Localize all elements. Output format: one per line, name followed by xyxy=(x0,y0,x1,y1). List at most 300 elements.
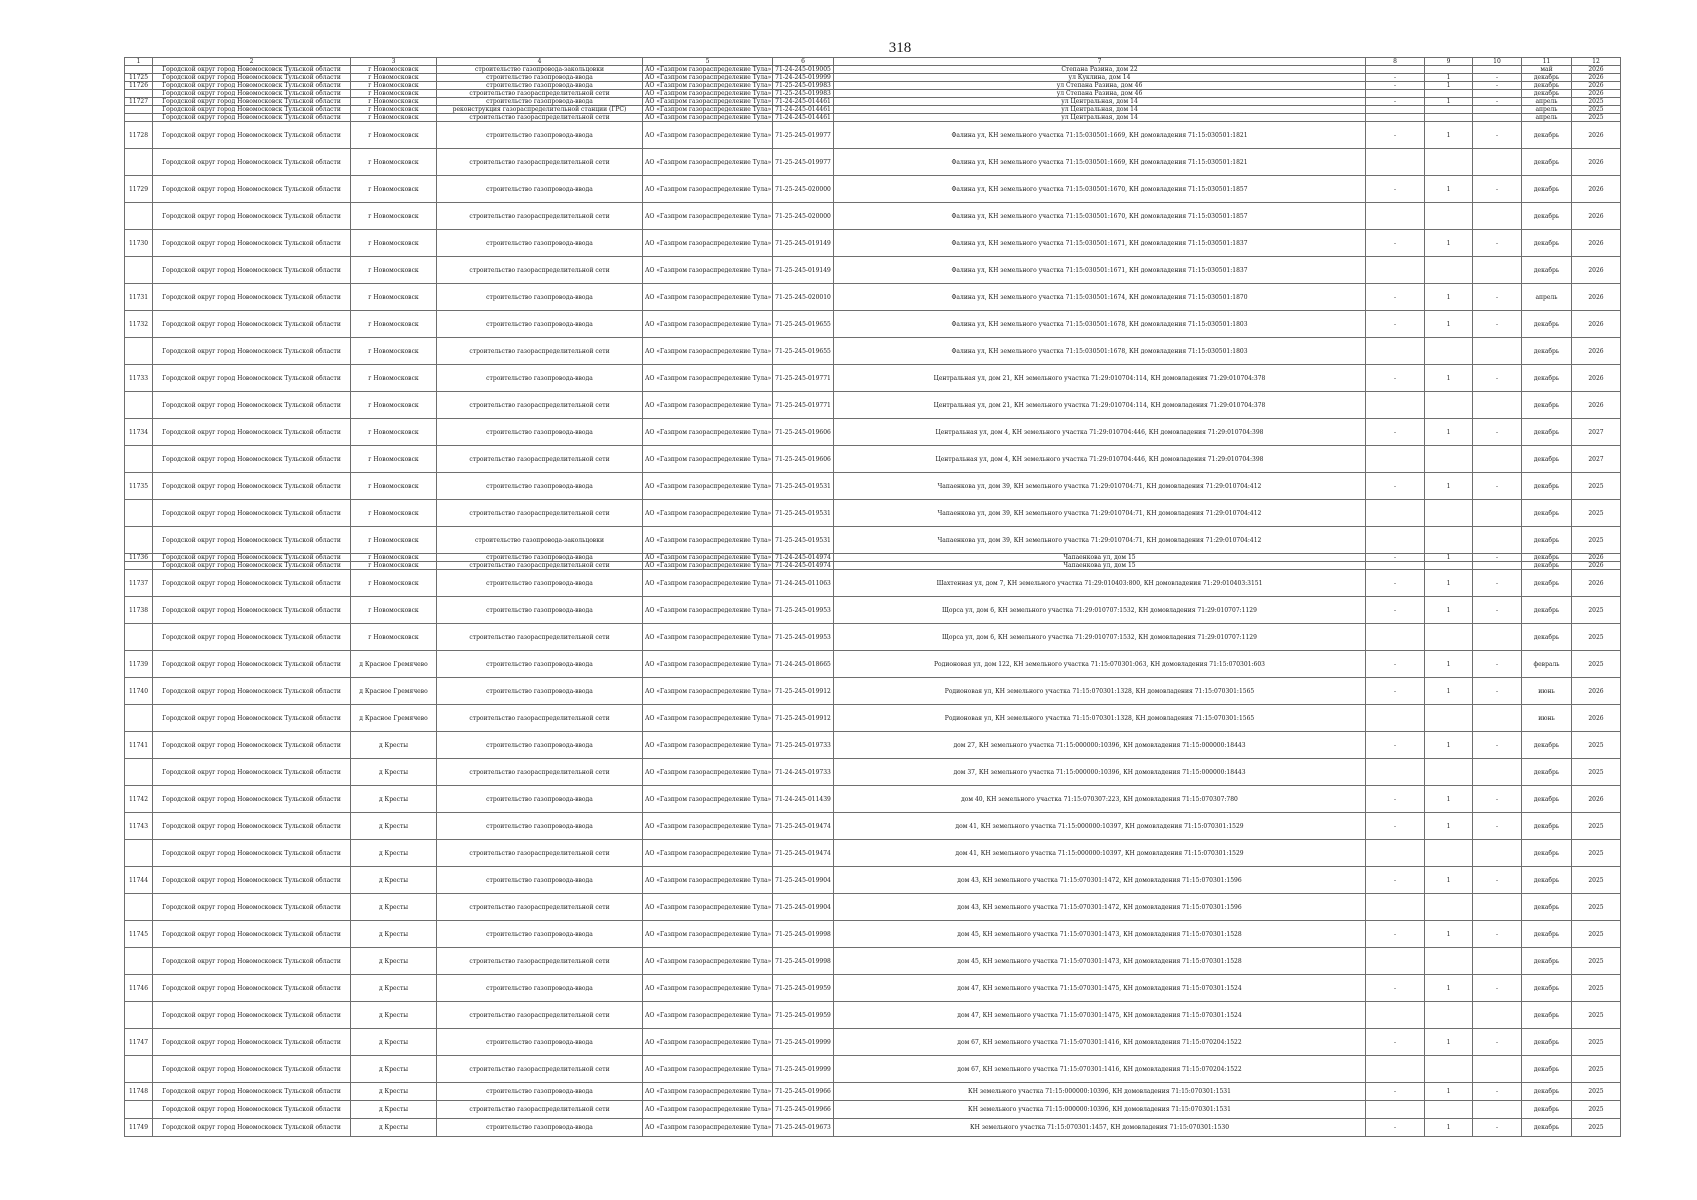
cell-month: декабрь xyxy=(1522,74,1572,82)
cell-row-number: 11726 xyxy=(125,82,153,90)
cell-col-9: 1 xyxy=(1425,732,1473,759)
table-body xyxy=(125,66,1621,1137)
cell-col-8 xyxy=(1366,705,1425,732)
cell-col-9: 1 xyxy=(1425,230,1473,257)
cell-col-10 xyxy=(1473,624,1522,651)
cell-address: Чапаенкова ул, дом 39, КН земельного участка 71:29:010704:71, КН домовладения 71:29:010704:412 xyxy=(834,500,1366,527)
cell-col-10 xyxy=(1473,90,1522,98)
cell-municipality: Городской округ город Новомосковск Тульской области xyxy=(153,338,351,365)
cell-locality: г Новомосковск xyxy=(351,500,437,527)
table-row xyxy=(125,365,1621,392)
cell-locality: д Кресты xyxy=(351,759,437,786)
cell-application-number: 71-24-245-014461 xyxy=(773,114,834,122)
cell-row-number: 11744 xyxy=(125,867,153,894)
table-row xyxy=(125,975,1621,1002)
cell-col-8: - xyxy=(1366,975,1425,1002)
cell-organization: АО «Газпром газораспределение Тула» xyxy=(643,570,773,597)
cell-address: ул Центральная, дом 14 xyxy=(834,98,1366,106)
cell-row-number xyxy=(125,203,153,230)
cell-organization: АО «Газпром газораспределение Тула» xyxy=(643,90,773,98)
table-row xyxy=(125,257,1621,284)
cell-col-8: - xyxy=(1366,1029,1425,1056)
cell-month: декабрь xyxy=(1522,562,1572,570)
table-row xyxy=(125,74,1621,82)
cell-col-8: - xyxy=(1366,230,1425,257)
cell-address: Чапаенкова ул, дом 15 xyxy=(834,562,1366,570)
cell-work-type: строительство газораспределительной сети xyxy=(437,149,643,176)
cell-municipality: Городской округ город Новомосковск Тульской области xyxy=(153,651,351,678)
cell-work-type: строительство газопровода-ввода xyxy=(437,365,643,392)
table-row xyxy=(125,562,1621,570)
cell-col-8: - xyxy=(1366,1119,1425,1137)
cell-work-type: строительство газопровода-закольцовки xyxy=(437,527,643,554)
cell-col-8: - xyxy=(1366,732,1425,759)
cell-year: 2026 xyxy=(1572,149,1621,176)
cell-work-type: строительство газораспределительной сети xyxy=(437,500,643,527)
cell-address: Щорса ул, дом 6, КН земельного участка 71:29:010707:1532, КН домовладения 71:29:010707:1129 xyxy=(834,597,1366,624)
cell-month: декабрь xyxy=(1522,840,1572,867)
cell-work-type: строительство газопровода-ввода xyxy=(437,786,643,813)
cell-row-number: 11727 xyxy=(125,98,153,106)
cell-col-9: 1 xyxy=(1425,554,1473,562)
cell-col-9: 1 xyxy=(1425,176,1473,203)
cell-col-9 xyxy=(1425,66,1473,74)
cell-col-9: 1 xyxy=(1425,786,1473,813)
cell-municipality: Городской округ город Новомосковск Тульской области xyxy=(153,311,351,338)
cell-month: апрель xyxy=(1522,114,1572,122)
cell-locality: г Новомосковск xyxy=(351,98,437,106)
cell-organization: АО «Газпром газораспределение Тула» xyxy=(643,527,773,554)
cell-work-type: строительство газораспределительной сети xyxy=(437,562,643,570)
cell-col-10: - xyxy=(1473,867,1522,894)
cell-application-number: 71-24-245-011439 xyxy=(773,786,834,813)
cell-address: Фалина ул, КН земельного участка 71:15:030501:1670, КН домовладения 71:15:030501:1857 xyxy=(834,203,1366,230)
cell-locality: г Новомосковск xyxy=(351,284,437,311)
cell-col-9: 1 xyxy=(1425,597,1473,624)
cell-address: Фалина ул, КН земельного участка 71:15:030501:1674, КН домовладения 71:15:030501:1870 xyxy=(834,284,1366,311)
cell-application-number: 71-25-245-019977 xyxy=(773,122,834,149)
cell-month: декабрь xyxy=(1522,1101,1572,1119)
cell-work-type: строительство газораспределительной сети xyxy=(437,705,643,732)
cell-month: декабрь xyxy=(1522,624,1572,651)
cell-year: 2025 xyxy=(1572,894,1621,921)
cell-locality: д Кресты xyxy=(351,732,437,759)
cell-organization: АО «Газпром газораспределение Тула» xyxy=(643,500,773,527)
cell-col-10 xyxy=(1473,106,1522,114)
table-row xyxy=(125,1119,1621,1137)
cell-col-9: 1 xyxy=(1425,284,1473,311)
table-row xyxy=(125,1083,1621,1101)
cell-work-type: строительство газопровода-ввода xyxy=(437,1029,643,1056)
cell-organization: АО «Газпром газораспределение Тула» xyxy=(643,705,773,732)
table-row xyxy=(125,786,1621,813)
cell-work-type: строительство газопровода-ввода xyxy=(437,419,643,446)
cell-col-10: - xyxy=(1473,786,1522,813)
header-cell-organization: 5 xyxy=(643,58,773,66)
cell-col-10 xyxy=(1473,1101,1522,1119)
cell-col-9: 1 xyxy=(1425,1083,1473,1101)
cell-month: декабрь xyxy=(1522,149,1572,176)
cell-application-number: 71-25-245-019998 xyxy=(773,921,834,948)
cell-year: 2026 xyxy=(1572,562,1621,570)
cell-row-number: 11737 xyxy=(125,570,153,597)
cell-col-9 xyxy=(1425,1101,1473,1119)
cell-col-9 xyxy=(1425,705,1473,732)
cell-locality: г Новомосковск xyxy=(351,114,437,122)
cell-application-number: 71-25-245-019953 xyxy=(773,597,834,624)
cell-year: 2025 xyxy=(1572,813,1621,840)
cell-col-10 xyxy=(1473,1002,1522,1029)
cell-row-number xyxy=(125,114,153,122)
cell-year: 2026 xyxy=(1572,82,1621,90)
cell-organization: АО «Газпром газораспределение Тула» xyxy=(643,732,773,759)
cell-municipality: Городской округ город Новомосковск Тульской области xyxy=(153,624,351,651)
cell-year: 2026 xyxy=(1572,570,1621,597)
cell-municipality: Городской округ город Новомосковск Тульской области xyxy=(153,74,351,82)
table-row xyxy=(125,230,1621,257)
cell-row-number xyxy=(125,624,153,651)
cell-col-8 xyxy=(1366,66,1425,74)
cell-month: декабрь xyxy=(1522,230,1572,257)
cell-col-10: - xyxy=(1473,284,1522,311)
cell-application-number: 71-25-245-019771 xyxy=(773,392,834,419)
cell-work-type: строительство газопровода-ввода xyxy=(437,473,643,500)
cell-year: 2026 xyxy=(1572,176,1621,203)
cell-col-8: - xyxy=(1366,678,1425,705)
cell-month: декабрь xyxy=(1522,1002,1572,1029)
cell-application-number: 71-25-245-019959 xyxy=(773,1002,834,1029)
cell-year: 2025 xyxy=(1572,114,1621,122)
cell-month: декабрь xyxy=(1522,500,1572,527)
cell-col-9 xyxy=(1425,446,1473,473)
cell-month: декабрь xyxy=(1522,867,1572,894)
cell-locality: д Кресты xyxy=(351,1083,437,1101)
cell-locality: д Кресты xyxy=(351,921,437,948)
cell-col-9 xyxy=(1425,106,1473,114)
cell-locality: г Новомосковск xyxy=(351,597,437,624)
cell-year: 2026 xyxy=(1572,74,1621,82)
cell-row-number xyxy=(125,66,153,74)
cell-col-9 xyxy=(1425,840,1473,867)
cell-row-number xyxy=(125,705,153,732)
cell-address: дом 41, КН земельного участка 71:15:000000:10397, КН домовладения 71:15:070301:1529 xyxy=(834,840,1366,867)
cell-col-10: - xyxy=(1473,176,1522,203)
cell-address: дом 37, КН земельного участка 71:15:000000:10396, КН домовладения 71:15:000000:18443 xyxy=(834,759,1366,786)
cell-col-10: - xyxy=(1473,813,1522,840)
cell-year: 2025 xyxy=(1572,867,1621,894)
cell-year: 2025 xyxy=(1572,1119,1621,1137)
cell-address: Фалина ул, КН земельного участка 71:15:030501:1671, КН домовладения 71:15:030501:1837 xyxy=(834,257,1366,284)
table-row xyxy=(125,651,1621,678)
cell-col-8: - xyxy=(1366,570,1425,597)
cell-locality: д Красное Гремячево xyxy=(351,705,437,732)
table-row xyxy=(125,840,1621,867)
cell-work-type: строительство газораспределительной сети xyxy=(437,203,643,230)
cell-month: декабрь xyxy=(1522,732,1572,759)
cell-locality: г Новомосковск xyxy=(351,203,437,230)
cell-month: февраль xyxy=(1522,651,1572,678)
cell-municipality: Городской округ город Новомосковск Тульской области xyxy=(153,1002,351,1029)
cell-locality: г Новомосковск xyxy=(351,257,437,284)
cell-locality: д Кресты xyxy=(351,786,437,813)
cell-year: 2026 xyxy=(1572,230,1621,257)
cell-year: 2026 xyxy=(1572,786,1621,813)
header-cell-col-8: 8 xyxy=(1366,58,1425,66)
cell-row-number: 11730 xyxy=(125,230,153,257)
cell-row-number xyxy=(125,149,153,176)
cell-organization: АО «Газпром газораспределение Тула» xyxy=(643,311,773,338)
cell-year: 2026 xyxy=(1572,66,1621,74)
cell-organization: АО «Газпром газораспределение Тула» xyxy=(643,759,773,786)
cell-row-number: 11731 xyxy=(125,284,153,311)
cell-year: 2026 xyxy=(1572,554,1621,562)
cell-address: дом 41, КН земельного участка 71:15:000000:10397, КН домовладения 71:15:070301:1529 xyxy=(834,813,1366,840)
cell-month: декабрь xyxy=(1522,122,1572,149)
cell-application-number: 71-24-245-019733 xyxy=(773,759,834,786)
cell-organization: АО «Газпром газораспределение Тула» xyxy=(643,624,773,651)
cell-month: декабрь xyxy=(1522,1119,1572,1137)
cell-organization: АО «Газпром газораспределение Тула» xyxy=(643,678,773,705)
cell-col-8 xyxy=(1366,257,1425,284)
cell-col-9: 1 xyxy=(1425,1029,1473,1056)
cell-address: дом 27, КН земельного участка 71:15:000000:10396, КН домовладения 71:15:000000:18443 xyxy=(834,732,1366,759)
cell-work-type: строительство газораспределительной сети xyxy=(437,894,643,921)
table-row xyxy=(125,678,1621,705)
cell-municipality: Городской округ город Новомосковск Тульской области xyxy=(153,527,351,554)
cell-application-number: 71-25-245-019474 xyxy=(773,813,834,840)
cell-municipality: Городской округ город Новомосковск Тульской области xyxy=(153,975,351,1002)
cell-col-8 xyxy=(1366,840,1425,867)
header-cell-month: 11 xyxy=(1522,58,1572,66)
header-cell-year: 12 xyxy=(1572,58,1621,66)
table-row xyxy=(125,759,1621,786)
cell-municipality: Городской округ город Новомосковск Тульской области xyxy=(153,82,351,90)
cell-address: КН земельного участка 71:15:000000:10396, КН домовладения 71:15:070301:1531 xyxy=(834,1101,1366,1119)
cell-application-number: 71-25-245-019966 xyxy=(773,1101,834,1119)
cell-col-8 xyxy=(1366,1056,1425,1083)
cell-work-type: строительство газораспределительной сети xyxy=(437,446,643,473)
cell-address: Чапаенкова ул, дом 39, КН земельного участка 71:29:010704:71, КН домовладения 71:29:010704:412 xyxy=(834,473,1366,500)
cell-col-8 xyxy=(1366,948,1425,975)
cell-address: Центральная ул, дом 4, КН земельного участка 71:29:010704:446, КН домовладения 71:29:010704:398 xyxy=(834,446,1366,473)
cell-col-9 xyxy=(1425,338,1473,365)
cell-locality: д Кресты xyxy=(351,867,437,894)
cell-organization: АО «Газпром газораспределение Тула» xyxy=(643,74,773,82)
cell-application-number: 71-25-245-019904 xyxy=(773,867,834,894)
cell-col-10 xyxy=(1473,500,1522,527)
cell-organization: АО «Газпром газораспределение Тула» xyxy=(643,1029,773,1056)
cell-organization: АО «Газпром газораспределение Тула» xyxy=(643,392,773,419)
cell-col-8 xyxy=(1366,1002,1425,1029)
cell-year: 2026 xyxy=(1572,365,1621,392)
cell-organization: АО «Газпром газораспределение Тула» xyxy=(643,122,773,149)
cell-row-number: 11732 xyxy=(125,311,153,338)
cell-municipality: Городской округ город Новомосковск Тульской области xyxy=(153,1083,351,1101)
cell-organization: АО «Газпром газораспределение Тула» xyxy=(643,98,773,106)
header-cell-application-number: 6 xyxy=(773,58,834,66)
cell-col-9 xyxy=(1425,527,1473,554)
cell-row-number xyxy=(125,894,153,921)
cell-col-8: - xyxy=(1366,867,1425,894)
cell-application-number: 71-25-245-019531 xyxy=(773,527,834,554)
cell-address: Фалина ул, КН земельного участка 71:15:030501:1678, КН домовладения 71:15:030501:1803 xyxy=(834,311,1366,338)
cell-organization: АО «Газпром газораспределение Тула» xyxy=(643,813,773,840)
cell-address: Центральная ул, дом 21, КН земельного участка 71:29:010704:114, КН домовладения 71:29:010704:378 xyxy=(834,365,1366,392)
cell-month: декабрь xyxy=(1522,813,1572,840)
cell-month: декабрь xyxy=(1522,257,1572,284)
cell-organization: АО «Газпром газораспределение Тула» xyxy=(643,82,773,90)
cell-locality: г Новомосковск xyxy=(351,419,437,446)
cell-year: 2026 xyxy=(1572,392,1621,419)
cell-municipality: Городской округ город Новомосковск Тульской области xyxy=(153,813,351,840)
cell-row-number: 11742 xyxy=(125,786,153,813)
cell-col-9: 1 xyxy=(1425,82,1473,90)
cell-col-9 xyxy=(1425,203,1473,230)
cell-month: апрель xyxy=(1522,106,1572,114)
cell-municipality: Городской округ город Новомосковск Тульской области xyxy=(153,1119,351,1137)
cell-col-9: 1 xyxy=(1425,813,1473,840)
cell-year: 2026 xyxy=(1572,678,1621,705)
cell-municipality: Городской округ город Новомосковск Тульской области xyxy=(153,90,351,98)
cell-organization: АО «Газпром газораспределение Тула» xyxy=(643,840,773,867)
cell-work-type: строительство газораспределительной сети xyxy=(437,1002,643,1029)
cell-col-10 xyxy=(1473,527,1522,554)
cell-month: декабрь xyxy=(1522,975,1572,1002)
cell-address: Фалина ул, КН земельного участка 71:15:030501:1671, КН домовладения 71:15:030501:1837 xyxy=(834,230,1366,257)
cell-organization: АО «Газпром газораспределение Тула» xyxy=(643,284,773,311)
cell-application-number: 71-25-245-019606 xyxy=(773,419,834,446)
cell-work-type: строительство газораспределительной сети xyxy=(437,114,643,122)
cell-application-number: 71-24-245-019005 xyxy=(773,66,834,74)
cell-application-number: 71-25-245-019904 xyxy=(773,894,834,921)
cell-address: дом 67, КН земельного участка 71:15:070301:1416, КН домовладения 71:15:070204:1522 xyxy=(834,1056,1366,1083)
cell-col-8: - xyxy=(1366,122,1425,149)
cell-col-8: - xyxy=(1366,651,1425,678)
cell-locality: г Новомосковск xyxy=(351,624,437,651)
cell-row-number xyxy=(125,948,153,975)
cell-municipality: Городской округ город Новомосковск Тульской области xyxy=(153,98,351,106)
cell-locality: д Красное Гремячево xyxy=(351,678,437,705)
cell-month: декабрь xyxy=(1522,597,1572,624)
cell-col-9: 1 xyxy=(1425,122,1473,149)
cell-address: Фалина ул, КН земельного участка 71:15:030501:1669, КН домовладения 71:15:030501:1821 xyxy=(834,149,1366,176)
cell-col-10: - xyxy=(1473,651,1522,678)
cell-col-9: 1 xyxy=(1425,570,1473,597)
cell-work-type: строительство газораспределительной сети xyxy=(437,257,643,284)
cell-col-10: - xyxy=(1473,122,1522,149)
cell-work-type: строительство газопровода-ввода xyxy=(437,311,643,338)
cell-municipality: Городской округ город Новомосковск Тульской области xyxy=(153,759,351,786)
cell-year: 2025 xyxy=(1572,1083,1621,1101)
cell-col-9: 1 xyxy=(1425,1119,1473,1137)
cell-month: декабрь xyxy=(1522,1029,1572,1056)
cell-year: 2026 xyxy=(1572,311,1621,338)
cell-year: 2025 xyxy=(1572,948,1621,975)
cell-locality: г Новомосковск xyxy=(351,230,437,257)
cell-work-type: строительство газопровода-ввода xyxy=(437,678,643,705)
cell-year: 2026 xyxy=(1572,257,1621,284)
cell-col-10 xyxy=(1473,149,1522,176)
cell-col-9: 1 xyxy=(1425,98,1473,106)
cell-work-type: строительство газораспределительной сети xyxy=(437,759,643,786)
table-row xyxy=(125,338,1621,365)
cell-work-type: строительство газопровода-закольцовки xyxy=(437,66,643,74)
cell-application-number: 71-25-245-019966 xyxy=(773,1083,834,1101)
cell-row-number: 11734 xyxy=(125,419,153,446)
cell-col-10: - xyxy=(1473,1083,1522,1101)
cell-work-type: строительство газопровода-ввода xyxy=(437,975,643,1002)
cell-col-10: - xyxy=(1473,98,1522,106)
cell-address: Родионовая ул, КН земельного участка 71:15:070301:1328, КН домовладения 71:15:070301:1565 xyxy=(834,705,1366,732)
cell-application-number: 71-25-245-019474 xyxy=(773,840,834,867)
cell-application-number: 71-25-245-019673 xyxy=(773,1119,834,1137)
cell-organization: АО «Газпром газораспределение Тула» xyxy=(643,867,773,894)
cell-locality: д Кресты xyxy=(351,975,437,1002)
cell-col-10 xyxy=(1473,114,1522,122)
cell-row-number xyxy=(125,500,153,527)
cell-address: Центральная ул, дом 21, КН земельного участка 71:29:010704:114, КН домовладения 71:29:010704:378 xyxy=(834,392,1366,419)
cell-col-8: - xyxy=(1366,74,1425,82)
cell-municipality: Городской округ город Новомосковск Тульской области xyxy=(153,257,351,284)
table-row xyxy=(125,203,1621,230)
cell-municipality: Городской округ город Новомосковск Тульской области xyxy=(153,1101,351,1119)
cell-application-number: 71-25-245-019953 xyxy=(773,624,834,651)
cell-organization: АО «Газпром газораспределение Тула» xyxy=(643,1101,773,1119)
cell-col-8 xyxy=(1366,106,1425,114)
cell-month: май xyxy=(1522,66,1572,74)
cell-month: декабрь xyxy=(1522,948,1572,975)
cell-col-8 xyxy=(1366,114,1425,122)
cell-col-10 xyxy=(1473,705,1522,732)
cell-col-10: - xyxy=(1473,311,1522,338)
table-row xyxy=(125,1029,1621,1056)
cell-address: Родионовая ул, дом 122, КН земельного участка 71:15:070301:063, КН домовладения 71:15:070301:603 xyxy=(834,651,1366,678)
table-row xyxy=(125,500,1621,527)
cell-municipality: Городской округ город Новомосковск Тульской области xyxy=(153,705,351,732)
cell-year: 2025 xyxy=(1572,98,1621,106)
cell-locality: г Новомосковск xyxy=(351,554,437,562)
cell-col-9: 1 xyxy=(1425,651,1473,678)
cell-organization: АО «Газпром газораспределение Тула» xyxy=(643,106,773,114)
cell-row-number xyxy=(125,1101,153,1119)
cell-organization: АО «Газпром газораспределение Тула» xyxy=(643,554,773,562)
cell-locality: д Кресты xyxy=(351,948,437,975)
cell-row-number xyxy=(125,1002,153,1029)
cell-col-8: - xyxy=(1366,284,1425,311)
header-cell-address: 7 xyxy=(834,58,1366,66)
cell-col-9: 1 xyxy=(1425,867,1473,894)
cell-col-8 xyxy=(1366,446,1425,473)
cell-locality: г Новомосковск xyxy=(351,66,437,74)
cell-month: июнь xyxy=(1522,678,1572,705)
cell-work-type: строительство газопровода-ввода xyxy=(437,921,643,948)
cell-year: 2025 xyxy=(1572,921,1621,948)
cell-organization: АО «Газпром газораспределение Тула» xyxy=(643,562,773,570)
cell-municipality: Городской округ город Новомосковск Тульской области xyxy=(153,106,351,114)
cell-col-9: 1 xyxy=(1425,311,1473,338)
cell-work-type: строительство газораспределительной сети xyxy=(437,840,643,867)
cell-row-number xyxy=(125,562,153,570)
cell-locality: г Новомосковск xyxy=(351,446,437,473)
cell-address: ул Центральная, дом 14 xyxy=(834,114,1366,122)
cell-month: декабрь xyxy=(1522,82,1572,90)
cell-col-10: - xyxy=(1473,597,1522,624)
cell-year: 2026 xyxy=(1572,203,1621,230)
cell-organization: АО «Газпром газораспределение Тула» xyxy=(643,597,773,624)
cell-col-10: - xyxy=(1473,365,1522,392)
cell-address: КН земельного участка 71:15:070301:1457, КН домовладения 71:15:070301:1530 xyxy=(834,1119,1366,1137)
cell-locality: г Новомосковск xyxy=(351,311,437,338)
